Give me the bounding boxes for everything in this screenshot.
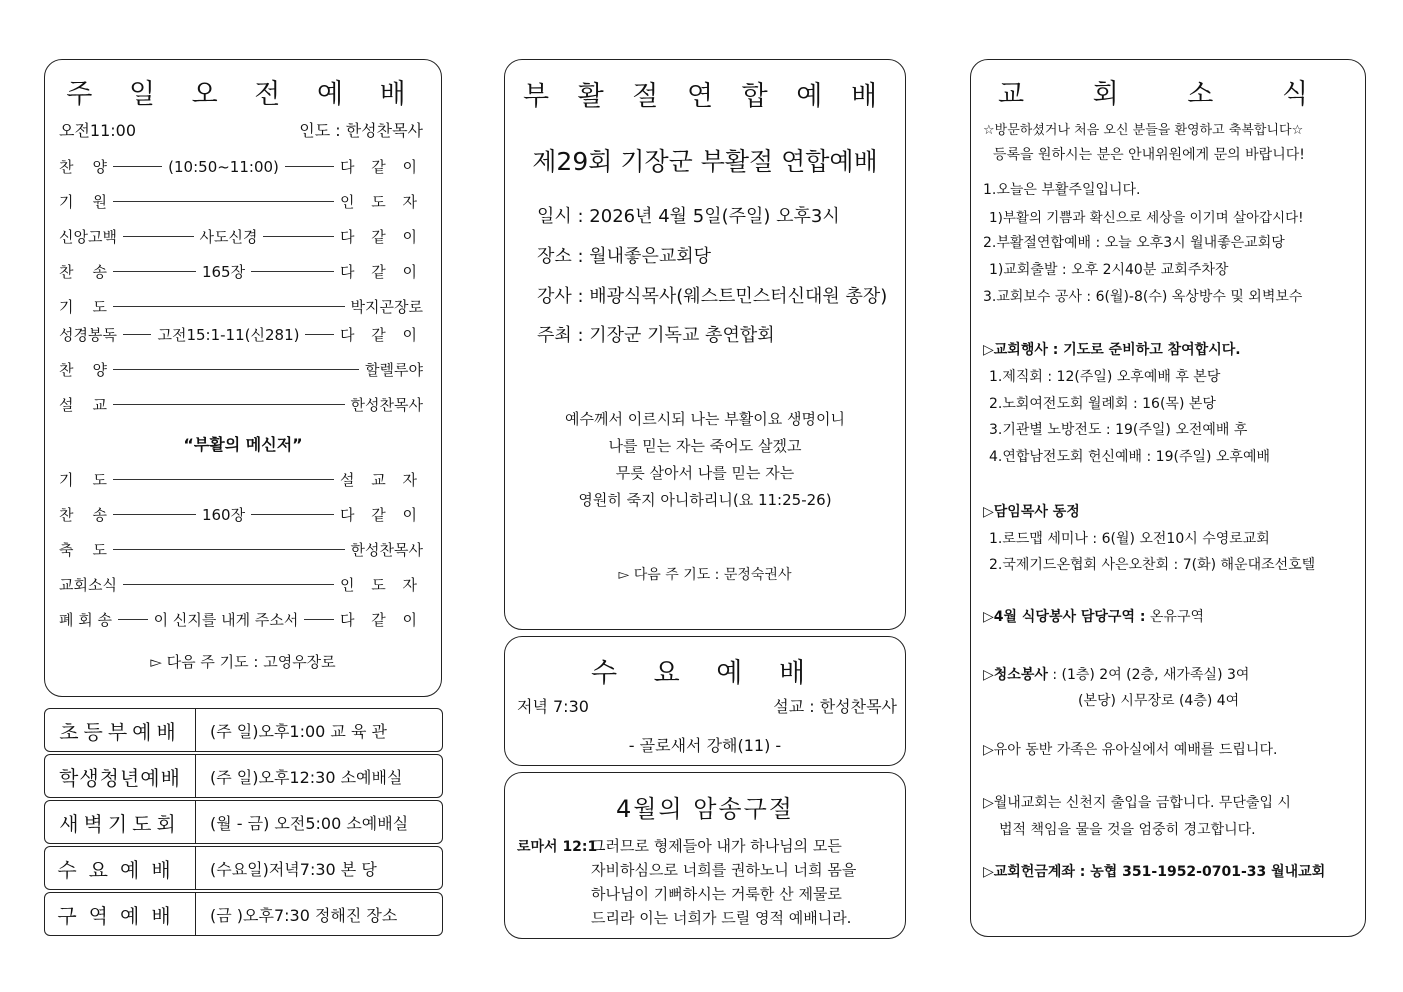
order-person: 한성찬목사 [350, 541, 423, 559]
order-leader-line [251, 514, 334, 515]
verse-line: 예수께서 이르시되 나는 부활이요 생명이니 [565, 410, 845, 428]
order-person: 설 교 자 [339, 471, 423, 489]
verse-line: 무릇 살아서 나를 믿는 자는 [615, 464, 795, 482]
order-row [59, 469, 423, 490]
order-row [59, 609, 423, 630]
order-row [59, 156, 423, 177]
memory-verse-title: 4월의 암송구절 [615, 795, 794, 823]
order-person: 다 같 이 [340, 326, 424, 344]
sunday-next-prayer: ▻ 다음 주 기도 : 고영우장로 [150, 653, 336, 671]
order-leader-line [113, 479, 334, 480]
news-meal-value: 온유구역 [1145, 609, 1204, 625]
memory-verse-line: 자비하심으로 너희를 권하노니 너희 몸을 [591, 861, 857, 879]
wednesday-preacher: 설교 : 한성찬목사 [773, 697, 897, 716]
order-row [59, 324, 423, 345]
news-infant: ▷유아 동반 가족은 유아실에서 예배를 드립니다. [983, 742, 1278, 758]
order-row [59, 394, 423, 415]
easter-place: 장소 : 월내좋은교회당 [537, 246, 711, 267]
order-row [59, 191, 423, 212]
easter-subtitle: 제29회 기장군 부활절 연합예배 [532, 147, 878, 176]
sermon-title: “부활의 메신저” [183, 435, 303, 454]
schedule-time: (월 - 금) 오전5:00 소예배실 [210, 813, 409, 833]
order-label: 신앙고백 [59, 228, 117, 246]
wednesday-service-title: 수 요 예 배 [590, 658, 820, 689]
memory-verse-line: 드리라 이는 너희가 드릴 영적 예배니라. [591, 909, 852, 927]
order-person: 다 같 이 [340, 228, 424, 246]
order-label: 기 도 [59, 471, 108, 489]
order-leader-line [113, 271, 196, 272]
easter-verse [505, 406, 905, 514]
memory-verse-text [591, 834, 856, 930]
order-leader-line [251, 271, 334, 272]
schedule-time: (주 일)오후1:00 교 육 관 [210, 721, 387, 741]
order-leader-line [285, 166, 334, 167]
order-person: 인 도 자 [339, 576, 423, 594]
order-row [59, 226, 423, 247]
church-news-box [970, 59, 1366, 937]
news-welcome: 등록을 원하시는 분은 안내위원에게 문의 바랍니다! [993, 147, 1305, 163]
schedule-name: 초등부예배 [45, 709, 196, 751]
order-leader-line [113, 166, 162, 167]
order-label: 기 도 [59, 298, 108, 316]
sunday-service-leader: 인도 : 한성찬목사 [299, 121, 423, 140]
order-label: 기 원 [59, 193, 108, 211]
order-leader-line [113, 404, 344, 405]
sunday-service-time: 오전11:00 [59, 121, 137, 140]
order-row [59, 574, 423, 595]
order-label: 교회소식 [59, 576, 117, 594]
news-warning: ▷월내교회는 신천지 출입을 금합니다. 무단출입 시 [983, 795, 1291, 811]
news-event: 4.연합남전도회 헌신예배 : 19(주일) 오후예배 [989, 449, 1270, 465]
order-detail: 사도신경 [199, 228, 258, 246]
easter-host: 주최 : 기장군 기독교 총연합회 [537, 325, 775, 346]
order-label: 폐 회 송 [59, 611, 113, 629]
order-person: 한성찬목사 [350, 396, 423, 414]
easter-speaker: 강사 : 배광식목사(웨스트민스터신대원 총장) [537, 286, 888, 307]
order-row [59, 296, 423, 317]
schedule-row [44, 708, 443, 752]
news-clean-value: : (1층) 2여 (2층, 새가족실) 3여 [1047, 667, 1250, 683]
news-meal [983, 606, 1204, 626]
memory-verse-ref: 로마서 12:1 [517, 839, 598, 855]
news-account: ▷교회헌금계좌 : 농협 351-1952-0701-33 월내교회 [983, 864, 1326, 880]
sunday-service-box [44, 59, 442, 697]
order-person: 다 같 이 [340, 506, 424, 524]
order-label: 축 도 [59, 541, 108, 559]
church-news-title: 교 회 소 식 [997, 79, 1339, 110]
memory-verse-line: 하나님이 기뻐하시는 거룩한 산 제물로 [591, 885, 842, 903]
order-detail: (10:50~11:00) [168, 157, 279, 176]
news-clean [983, 664, 1249, 684]
order-detail: 이 신지를 내게 주소서 [153, 611, 299, 629]
news-item: 3.교회보수 공사 : 6(월)-8(수) 옥상방수 및 외벽보수 [983, 289, 1303, 305]
order-row [59, 504, 423, 525]
schedule-table [44, 708, 443, 938]
order-person: 다 같 이 [340, 263, 424, 281]
schedule-name: 새벽기도회 [45, 801, 196, 843]
order-leader-line [305, 334, 334, 335]
sunday-service-title: 주 일 오 전 예 배 [66, 79, 420, 110]
order-label: 찬 송 [59, 263, 108, 281]
easter-next-prayer: ▻ 다음 주 기도 : 문정숙권사 [618, 567, 792, 583]
memory-verse-line: 그러므로 형제들아 내가 하나님의 모든 [591, 837, 842, 855]
order-label: 찬 양 [59, 158, 108, 176]
order-detail: 160장 [201, 506, 246, 524]
wednesday-time: 저녁 7:30 [517, 697, 589, 716]
news-pastor-title: ▷담임목사 동정 [983, 504, 1080, 520]
order-leader-line [123, 236, 194, 237]
schedule-row [44, 754, 443, 798]
order-detail: 165장 [201, 263, 246, 281]
schedule-name: 학생청년예배 [45, 755, 196, 797]
schedule-time: (수요일)저녁7:30 본 당 [210, 859, 377, 879]
order-label: 찬 송 [59, 506, 108, 524]
news-item: 1)부활의 기쁨과 확신으로 세상을 이기며 살아갑시다! [989, 210, 1304, 226]
news-event: 1.제직회 : 12(주일) 오후예배 후 본당 [989, 369, 1221, 385]
order-detail: 고전15:1-11(신281) [157, 326, 300, 344]
order-row [59, 359, 423, 380]
news-pastor-item: 2.국제기드온협회 사은오찬회 : 7(화) 해운대조선호텔 [989, 557, 1316, 573]
schedule-row [44, 846, 443, 890]
order-person: 할렐루야 [365, 361, 423, 379]
order-person: 인 도 자 [339, 193, 423, 211]
schedule-row [44, 892, 443, 936]
news-item: 1)교회출발 : 오후 2시40분 교회주차장 [989, 262, 1229, 278]
order-label: 성경봉독 [59, 326, 117, 344]
wednesday-text: - 골로새서 강해(11) - [628, 736, 782, 755]
news-clean-title: ▷청소봉사 [983, 667, 1048, 683]
verse-line: 영원히 죽지 아니하리니(요 11:25-26) [578, 491, 832, 509]
order-label: 찬 양 [59, 361, 108, 379]
schedule-name: 수요예배 [45, 847, 196, 889]
order-leader-line [304, 619, 334, 620]
order-person: 다 같 이 [339, 611, 423, 629]
order-person: 박지곤장로 [350, 298, 423, 316]
news-events-title: ▷교회행사 : 기도로 준비하고 참여합시다. [983, 342, 1241, 358]
order-leader-line [123, 334, 152, 335]
news-warning: 법적 책임을 물을 것을 엄중히 경고합니다. [999, 822, 1256, 838]
order-row [59, 261, 423, 282]
news-event: 2.노회여전도회 월례회 : 16(목) 본당 [989, 396, 1216, 412]
news-clean: (본당) 시무장로 (4층) 4여 [1078, 693, 1240, 709]
news-item: 2.부활절연합예배 : 오늘 오후3시 월내좋은교회당 [983, 235, 1285, 251]
order-row [59, 539, 423, 560]
order-leader-line [113, 514, 196, 515]
wednesday-service-box [504, 636, 906, 766]
memory-verse-box [504, 772, 906, 939]
order-leader-line [118, 619, 148, 620]
order-leader-line [113, 306, 344, 307]
schedule-name: 구역예배 [45, 893, 196, 935]
order-leader-line [123, 584, 334, 585]
order-label: 설 교 [59, 396, 108, 414]
order-leader-line [263, 236, 334, 237]
schedule-time: (주 일)오후12:30 소예배실 [210, 767, 403, 787]
verse-line: 나를 믿는 자는 죽어도 살겠고 [608, 437, 802, 455]
easter-service-box [504, 59, 906, 630]
easter-service-title: 부 활 절 연 합 예 배 [522, 81, 888, 112]
news-item: 1.오늘은 부활주일입니다. [983, 182, 1141, 198]
news-pastor-item: 1.로드맵 세미나 : 6(월) 오전10시 수영로교회 [989, 531, 1270, 547]
easter-date: 일시 : 2026년 4월 5일(주일) 오후3시 [537, 206, 840, 227]
order-leader-line [113, 369, 359, 370]
order-person: 다 같 이 [339, 158, 423, 176]
news-welcome: ☆방문하셨거나 처음 오신 분들을 환영하고 축복합니다☆ [983, 123, 1304, 138]
schedule-row [44, 800, 443, 844]
order-leader-line [113, 201, 334, 202]
schedule-time: (금 )오후7:30 정해진 장소 [210, 905, 398, 925]
news-meal-title: ▷4월 식당봉사 담당구역 : [983, 609, 1146, 625]
order-leader-line [113, 549, 344, 550]
news-event: 3.기관별 노방전도 : 19(주일) 오전예배 후 [989, 422, 1248, 438]
